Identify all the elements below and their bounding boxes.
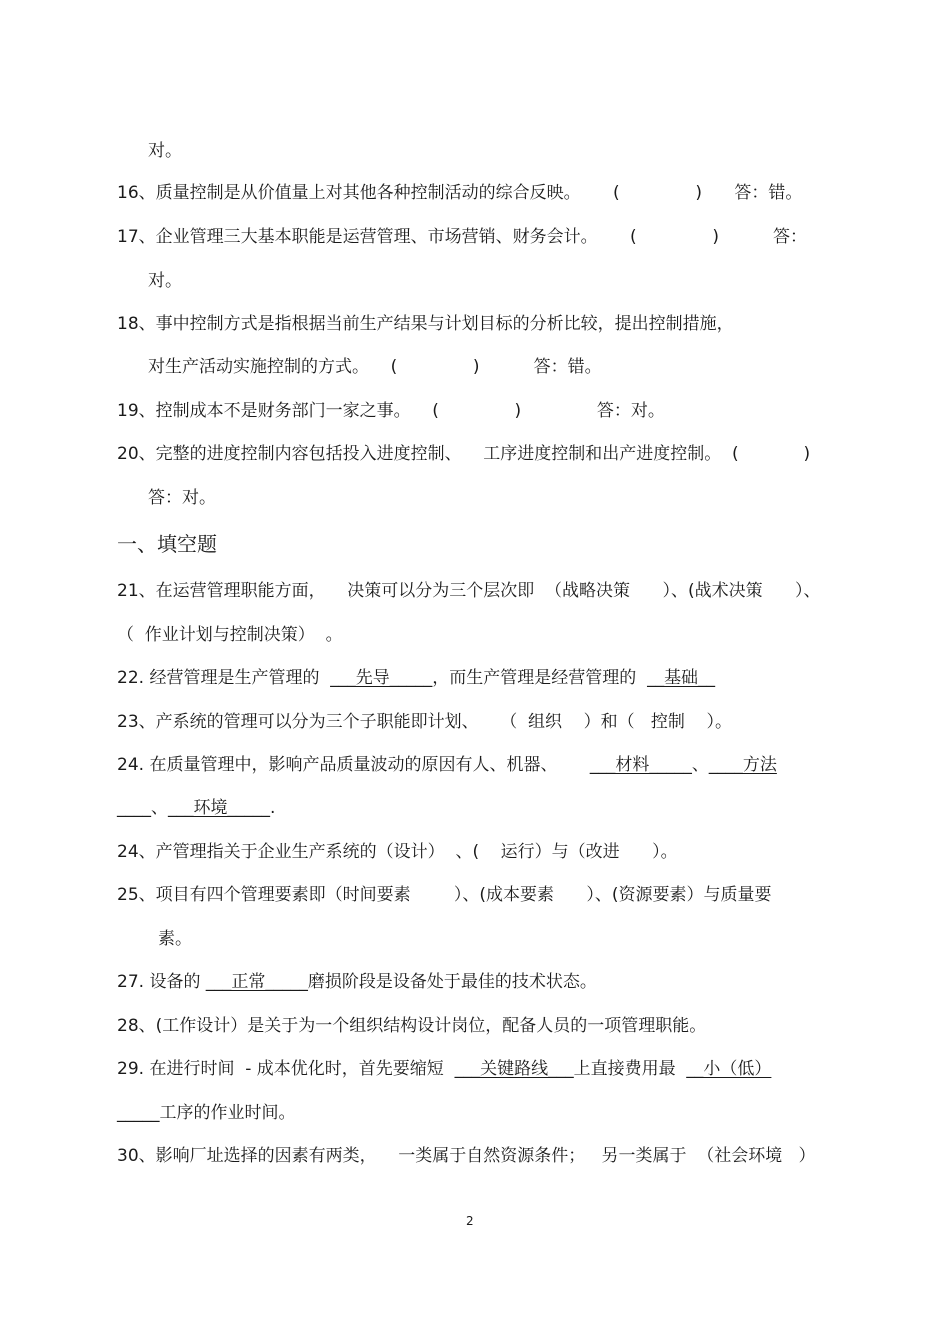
- question-24a: 24. 在质量管理中，影响产品质量波动的原因有人、机器、 ___材料_____、____方法: [117, 755, 777, 775]
- question-28: 28、(工作设计）是关于为一个组织结构设计岗位，配备人员的一项管理职能。: [117, 1016, 707, 1036]
- section-heading: 一、填空题: [117, 532, 217, 556]
- question-18-cont: 对生产活动实施控制的方式。 ( ) 答：错。: [148, 357, 602, 377]
- page-number: 2: [466, 1214, 474, 1228]
- question-21: 21、在运营管理职能方面， 决策可以分为三个层次即 （战略决策 ）、(战术决策 ）、: [117, 581, 821, 601]
- blank-answer: ___正常_____: [205, 972, 308, 992]
- question-25: 25、项目有四个管理要素即（时间要素 ）、(成本要素 ）、(资源要素）与质量要: [117, 885, 772, 905]
- question-20-answer: 答：对。: [148, 488, 216, 508]
- blank-answer: ____方法: [708, 755, 777, 775]
- question-21-cont: （ 作业计划与控制决策） 。: [117, 625, 343, 645]
- question-24b: 24、产管理指关于企业生产系统的（设计） 、( 运行）与（改进 ）。: [117, 842, 678, 862]
- question-17: 17、企业管理三大基本职能是运营管理、市场营销、财务会计。 ( ) 答：: [117, 227, 808, 247]
- blank-answer: ___先导_____: [330, 668, 433, 688]
- question-23: 23、产系统的管理可以分为三个子职能即计划、 （ 组织 ）和（ 控制 ）。: [117, 712, 732, 732]
- question-29: 29. 在进行时间 - 成本优化时，首先要缩短 ___关键路线___上直接费用最 __小（低）: [117, 1059, 772, 1079]
- blank-answer: ___环境_____: [168, 798, 270, 818]
- question-17-answer: 对。: [148, 271, 182, 291]
- question-24a-cont: ____、___环境_____.: [117, 798, 276, 818]
- question-29-cont: _____工序的作业时间。: [117, 1103, 296, 1123]
- blank-answer: _____: [117, 1103, 160, 1123]
- question-27: 27. 设备的 ___正常_____磨损阶段是设备处于最佳的技术状态。: [117, 972, 597, 992]
- blank-answer: ____: [117, 798, 151, 818]
- question-16: 16、质量控制是从价值量上对其他各种控制活动的综合反映。 ( ) 答：错。: [117, 183, 803, 203]
- question-18: 18、事中控制方式是指根据当前生产结果与计划目标的分析比较，提出控制措施，: [117, 314, 734, 334]
- blank-answer: __小（低）: [686, 1059, 772, 1079]
- question-22: 22. 经营管理是生产管理的 ___先导_____，而生产管理是经营管理的 __基础__: [117, 668, 716, 688]
- text-line-1: 对。: [148, 141, 182, 161]
- question-19: 19、控制成本不是财务部门一家之事。 ( ) 答：对。: [117, 401, 665, 421]
- question-20: 20、完整的进度控制内容包括投入进度控制、 工序进度控制和出产进度控制。 ( ): [117, 444, 811, 464]
- question-25-cont: 素。: [158, 929, 192, 949]
- question-30: 30、影响厂址选择的因素有两类， 一类属于自然资源条件； 另一类属于 （社会环境 ）: [117, 1146, 816, 1166]
- blank-answer: ___关键路线___: [454, 1059, 574, 1079]
- blank-answer: ___材料_____: [589, 755, 692, 775]
- blank-answer: __基础__: [647, 668, 716, 688]
